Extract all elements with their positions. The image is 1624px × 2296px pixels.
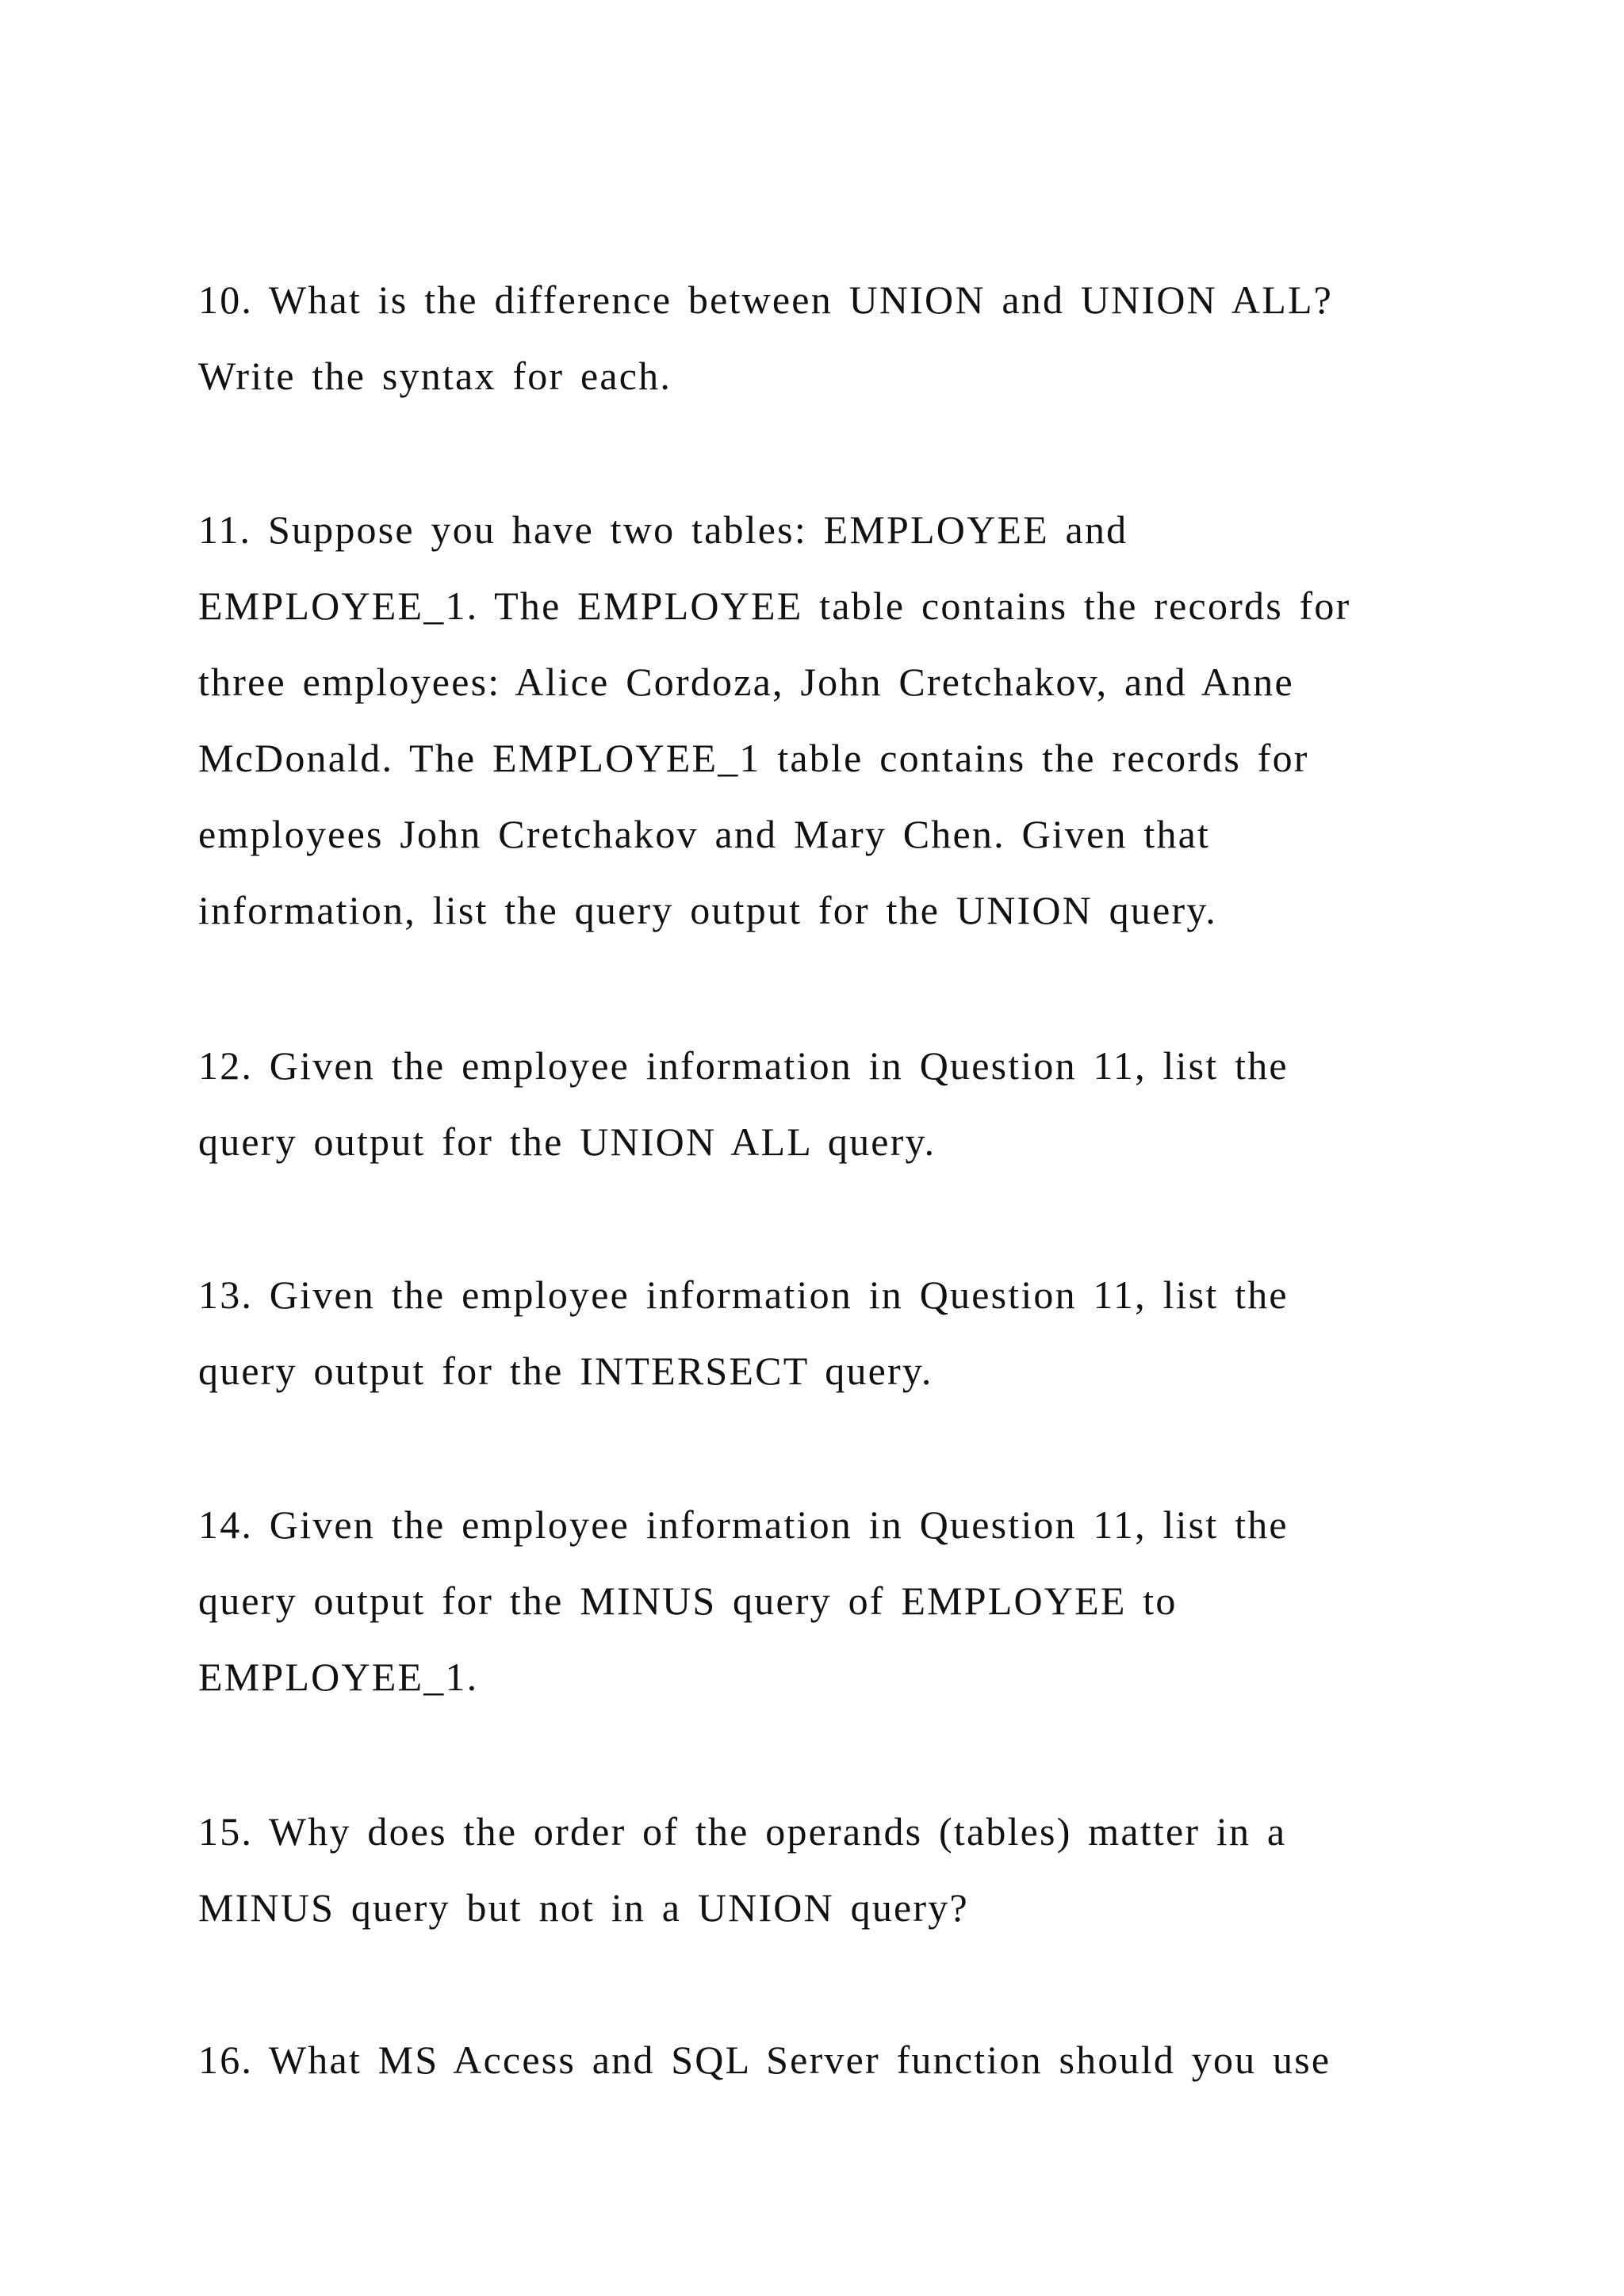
question-line: employees John Cretchakov and Mary Chen. Given that [198,812,1211,856]
question-line: 13. Given the employee information in Question 11, list the [198,1272,1289,1317]
question-line: query output for the UNION ALL query. [198,1119,936,1164]
question-line: McDonald. The EMPLOYEE_1 table contains the records for [198,736,1309,780]
question-line: three employees: Alice Cordoza, John Cretchakov, and Anne [198,660,1294,704]
question-line: 15. Why does the order of the operands (tables) matter in a [198,1809,1287,1854]
question-line: 10. What is the difference between UNION and UNION ALL? [198,277,1334,322]
question-16 [198,2022,1435,2098]
question-line: query output for the MINUS query of EMPLOYEE to [198,1578,1178,1623]
question-line: query output for the INTERSECT query. [198,1349,933,1393]
question-line: 12. Given the employee information in Question 11, list the [198,1043,1289,1088]
question-13 [198,1257,1435,1409]
question-line: EMPLOYEE_1. [198,1655,479,1699]
question-11 [198,492,1435,948]
question-15 [198,1793,1435,1946]
question-line: MINUS query but not in a UNION query? [198,1885,969,1930]
question-line: Write the syntax for each. [198,354,672,398]
question-line: 16. What MS Access and SQL Server function should you use [198,2038,1331,2082]
question-line: 14. Given the employee information in Question 11, list the [198,1502,1289,1547]
question-10 [198,262,1435,414]
question-line: information, list the query output for the UNION query. [198,888,1217,932]
question-14 [198,1487,1435,1715]
question-line: EMPLOYEE_1. The EMPLOYEE table contains the records for [198,584,1351,628]
question-12 [198,1027,1435,1180]
question-line: 11. Suppose you have two tables: EMPLOYEE and [198,507,1128,552]
